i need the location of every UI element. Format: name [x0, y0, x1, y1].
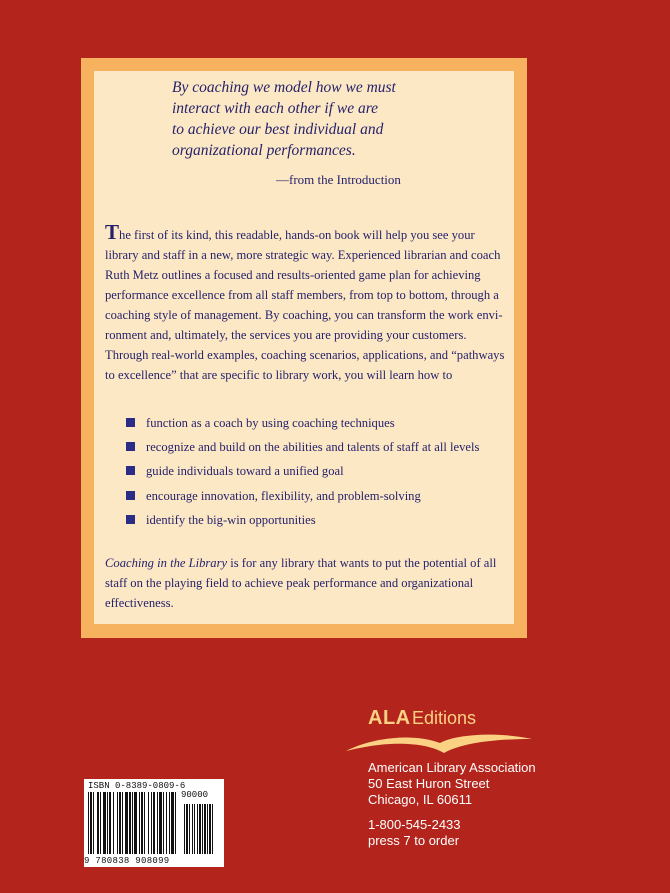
publisher-name: American Library Association [368, 760, 536, 775]
quote-line: interact with each other if we are [172, 100, 379, 117]
quote-line: to achieve our best individual and [172, 121, 384, 138]
square-bullet-icon [126, 466, 135, 475]
logo-editions-text: Editions [412, 708, 477, 728]
list-item: recognize and build on the abilities and talents of staff at all levels [126, 435, 506, 459]
epigraph-quote [172, 77, 442, 161]
publisher-street: 50 East Huron Street [368, 776, 490, 791]
publisher-city: Chicago, IL 60611 [368, 792, 473, 807]
description-line: to excellence” that are specific to library work, you will learn how to [105, 368, 453, 382]
square-bullet-icon [126, 491, 135, 500]
list-item: identify the big-win opportunities [126, 508, 506, 532]
description-line: Ruth Metz outlines a focused and results-oriented game plan for achieving [105, 268, 481, 282]
bullet-list [126, 411, 506, 532]
barcode-number: 9 780838 908099 [84, 856, 170, 866]
barcode-bars-icon [88, 792, 220, 856]
description-line: library and staff in a new, more strategic way. Experienced librarian and coach [105, 248, 501, 262]
description-line: performance excellence from all staff members, from top to bottom, through a [105, 288, 499, 302]
closing-line: effectiveness. [105, 596, 174, 610]
list-item: function as a coach by using coaching techniques [126, 411, 506, 435]
description-line: The first of its kind, this readable, hands-on book will help you see your [105, 220, 475, 244]
square-bullet-icon [126, 515, 135, 524]
isbn-barcode [84, 779, 224, 867]
book-title: Coaching in the Library [105, 556, 228, 570]
list-item: guide individuals toward a unified goal [126, 459, 506, 483]
drop-cap: T [105, 220, 120, 244]
order-instruction: press 7 to order [368, 833, 460, 848]
description-line: coaching style of management. By coaching, you can transform the work envi- [105, 308, 503, 322]
closing-paragraph [105, 553, 509, 613]
quote-line: By coaching we model how we must [172, 79, 396, 96]
publisher-address [368, 760, 536, 849]
logo-ala-text: ALA [368, 707, 411, 729]
isbn-label: ISBN 0-8389-0809-6 [88, 781, 186, 791]
square-bullet-icon [126, 442, 135, 451]
square-bullet-icon [126, 418, 135, 427]
blurb-panel [94, 71, 514, 624]
closing-line: staff on the playing field to achieve peak performance and organizational [105, 576, 474, 590]
closing-line: Coaching in the Library is for any library that wants to put the potential of all [105, 556, 497, 570]
description-text [105, 220, 509, 385]
description-line: ronment and, ultimately, the services you are providing your customers. [105, 328, 467, 342]
quote-line: organizational performances. [172, 142, 356, 159]
ala-editions-logo [366, 707, 536, 757]
price-code: 90000 [181, 790, 209, 800]
description-line: Through real-world examples, coaching scenarios, applications, and “pathways [105, 348, 505, 362]
list-item: encourage innovation, flexibility, and problem-solving [126, 484, 506, 508]
book-wing-icon [344, 729, 534, 757]
quote-attribution: —from the Introduction [276, 172, 401, 187]
publisher-phone: 1-800-545-2433 [368, 817, 461, 832]
